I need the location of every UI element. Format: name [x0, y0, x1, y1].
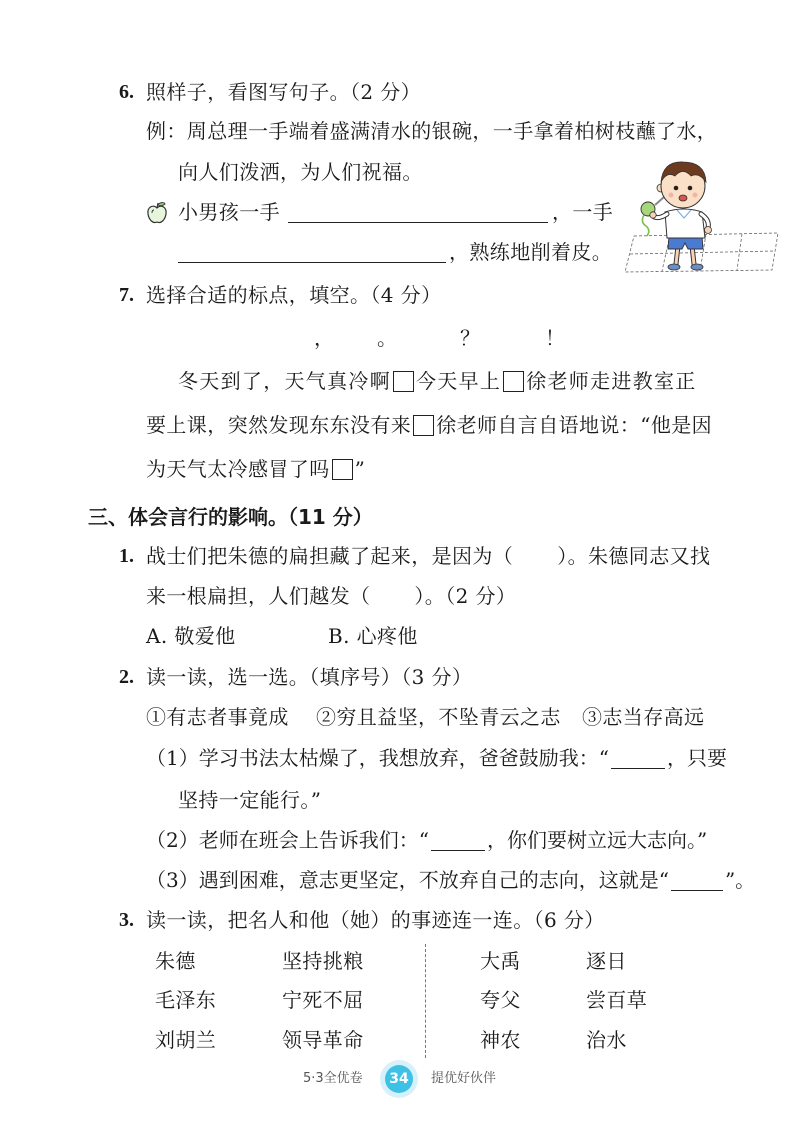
answer-blank[interactable]: [671, 870, 723, 891]
q6-answer-line-1-end: ，一手: [552, 200, 614, 224]
question-text: ）。朱德同志又找: [557, 544, 711, 568]
passage-text: 徐老师自言自语地说：“他是因: [436, 413, 713, 437]
s3-q2-choice-2: ②穷且益坚，不坠青云之志: [316, 705, 561, 729]
question-text: ，你们要树立远大志向。”: [486, 828, 708, 852]
passage-text: 冬天到了，天气真冷啊: [178, 369, 391, 393]
s3-q2-number: 2.: [119, 666, 134, 688]
question-text: 战士们把朱德的扁担藏了起来，是因为（: [146, 544, 514, 568]
s3-q2-choice-1: ①有志者事竟成: [146, 705, 289, 729]
passage-text: 为天气太冷感冒了吗: [146, 457, 330, 481]
q7-passage-line-2: [146, 413, 712, 437]
section-3-title: 三、体会言行的影响。（11 分）: [88, 505, 373, 529]
passage-text: 徐老师走进教室正: [526, 369, 697, 393]
match-deed[interactable]: 领导革命: [282, 1028, 364, 1052]
s3-q2-choice-3: ③志当存高远: [582, 705, 705, 729]
match-person[interactable]: 毛泽东: [155, 988, 217, 1012]
punctuation-option-question: ？: [460, 326, 481, 350]
q6-answer-line-1-start: 小男孩一手: [178, 200, 280, 224]
punctuation-answer-box[interactable]: [503, 371, 524, 392]
s3-q2-title: 读一读，选一选。（填序号）（3 分）: [146, 665, 473, 689]
q6-answer-blank-1[interactable]: [288, 202, 548, 223]
passage-text: 要上课，突然发现东东没有来: [146, 413, 412, 437]
punctuation-answer-box[interactable]: [413, 415, 434, 436]
q6-answer-line-1: [178, 200, 613, 224]
q7-title: 选择合适的标点，填空。（4 分）: [146, 283, 442, 307]
passage-text: ”: [354, 457, 366, 481]
question-text: ，只要: [666, 746, 727, 770]
match-person[interactable]: 朱德: [155, 949, 196, 973]
s3-q1-option-b: B. 心疼他: [328, 624, 418, 648]
q7-number: 7.: [119, 284, 134, 306]
match-deed[interactable]: 尝百草: [586, 988, 648, 1012]
match-deed[interactable]: 坚持挑粮: [282, 949, 364, 973]
s3-q3-number: 3.: [119, 909, 134, 931]
boy-peeling-apple-illustration: [622, 150, 780, 275]
s3-q1-number: 1.: [119, 545, 134, 567]
question-text: 来一根扁担，人们越发（: [146, 584, 371, 608]
s3-q3-title: 读一读，把名人和他（她）的事迹连一连。（6 分）: [146, 908, 605, 932]
q7-passage-line-3: [146, 457, 365, 481]
match-table-divider: [425, 944, 426, 1058]
match-person[interactable]: 大禹: [480, 949, 521, 973]
s3-q1-line-1: [146, 544, 710, 568]
s3-q2-item-1: [146, 746, 727, 770]
question-text: （2）老师在班会上告诉我们：“: [146, 828, 429, 852]
match-deed[interactable]: 治水: [586, 1028, 627, 1052]
passage-text: 今天早上: [416, 369, 502, 393]
punctuation-answer-box[interactable]: [393, 371, 414, 392]
punctuation-answer-box[interactable]: [332, 459, 353, 480]
question-text: ”。: [724, 868, 756, 892]
q6-title: 照样子，看图写句子。（2 分）: [146, 80, 422, 104]
footer-slogan: 提优好伙伴: [431, 1071, 497, 1086]
q6-answer-blank-2[interactable]: [178, 242, 446, 263]
match-person[interactable]: 刘胡兰: [155, 1028, 217, 1052]
match-person[interactable]: 夸父: [480, 988, 521, 1012]
s3-q1-option-a: A. 敬爱他: [146, 624, 236, 648]
punctuation-option-exclamation: ！: [545, 326, 566, 350]
punctuation-option-period: 。: [377, 326, 398, 350]
q6-example-line-1: 例：周总理一手端着盛满清水的银碗，一手拿着柏树枝蘸了水，: [146, 119, 718, 143]
answer-blank[interactable]: [431, 830, 485, 851]
s3-q1-line-2: [146, 584, 516, 608]
footer-brand: 5·3全优卷: [303, 1071, 363, 1086]
s3-q2-item-2: [146, 828, 707, 852]
q7-passage-line-1: [178, 369, 697, 393]
answer-blank[interactable]: [611, 748, 665, 769]
page-number-badge: 34: [385, 1065, 413, 1093]
q6-number: 6.: [119, 81, 134, 103]
question-text: ）。（2 分）: [414, 584, 517, 608]
q6-example-line-2: 向人们泼洒，为人们祝福。: [178, 160, 423, 184]
apple-icon: [146, 201, 168, 225]
question-text: （1）学习书法太枯燥了，我想放弃，爸爸鼓励我：“: [146, 746, 609, 770]
q6-answer-line-2: [178, 240, 612, 264]
s3-q2-item-1-continuation: 坚持一定能行。”: [178, 788, 322, 812]
match-deed[interactable]: 逐日: [586, 949, 627, 973]
q6-answer-line-2-end: ，熟练地削着皮。: [449, 240, 613, 264]
punctuation-option-comma: ，: [314, 326, 335, 350]
s3-q2-item-3: [146, 868, 755, 892]
question-text: （3）遇到困难，意志更坚定，不放弃自己的志向，这就是“: [146, 868, 669, 892]
match-person[interactable]: 神农: [480, 1028, 521, 1052]
match-deed[interactable]: 宁死不屈: [282, 988, 364, 1012]
